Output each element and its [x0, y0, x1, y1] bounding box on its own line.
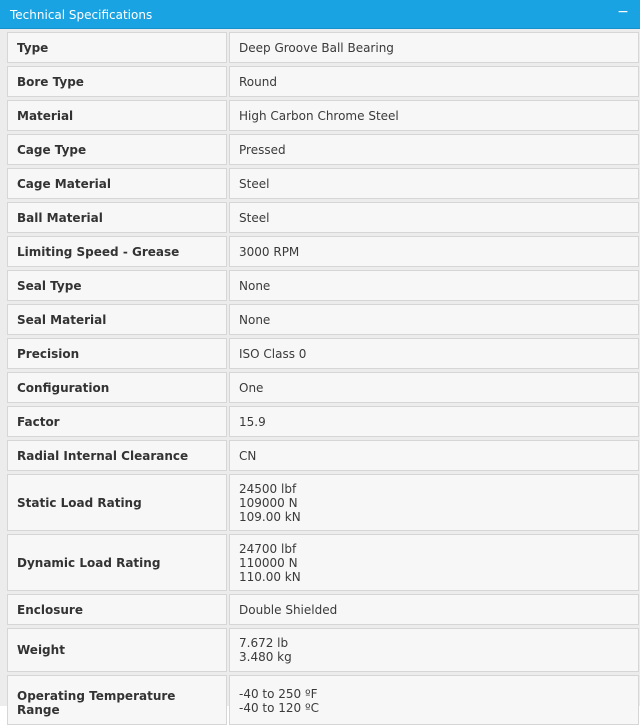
specs-table	[0, 29, 640, 717]
spec-label: Ball Material	[7, 202, 227, 233]
spec-value: 3000 RPM	[229, 236, 639, 267]
spec-row-weight	[7, 628, 639, 672]
spec-label: Cage Material	[7, 168, 227, 199]
spec-value: Steel	[229, 202, 639, 233]
spec-row-factor	[7, 406, 639, 437]
collapse-icon[interactable]: −	[617, 4, 629, 20]
spec-row-type	[7, 32, 639, 63]
spec-row-limiting-speed	[7, 236, 639, 267]
spec-label: Type	[7, 32, 227, 63]
spec-row-precision	[7, 338, 639, 369]
spec-label: Weight	[7, 628, 227, 672]
spec-label: Bore Type	[7, 66, 227, 97]
spec-row-configuration	[7, 372, 639, 403]
spec-row-enclosure	[7, 594, 639, 625]
spec-label: Radial Internal Clearance	[7, 440, 227, 471]
spec-row-ball-material	[7, 202, 639, 233]
spec-label: Cage Type	[7, 134, 227, 165]
spec-label: Precision	[7, 338, 227, 369]
spec-label: Configuration	[7, 372, 227, 403]
spec-label: Material	[7, 100, 227, 131]
spec-value: 15.9	[229, 406, 639, 437]
spec-label: Dynamic Load Rating	[7, 534, 227, 591]
spec-value: None	[229, 304, 639, 335]
spec-label: Operating Temperature Range	[7, 675, 227, 725]
spec-value: -40 to 250 ºF -40 to 120 ºC	[229, 675, 639, 725]
spec-value: Steel	[229, 168, 639, 199]
spec-value: 7.672 lb 3.480 kg	[229, 628, 639, 672]
panel-header[interactable]	[0, 0, 640, 29]
spec-row-cage-type	[7, 134, 639, 165]
spec-value: CN	[229, 440, 639, 471]
spec-value: High Carbon Chrome Steel	[229, 100, 639, 131]
spec-row-seal-material	[7, 304, 639, 335]
spec-row-radial-internal-clearance	[7, 440, 639, 471]
spec-row-bore-type	[7, 66, 639, 97]
spec-label: Factor	[7, 406, 227, 437]
spec-value: Round	[229, 66, 639, 97]
spec-row-dynamic-load-rating	[7, 534, 639, 591]
spec-row-seal-type	[7, 270, 639, 301]
spec-value: One	[229, 372, 639, 403]
spec-value: None	[229, 270, 639, 301]
spec-row-material	[7, 100, 639, 131]
spec-row-cage-material	[7, 168, 639, 199]
spec-value: Deep Groove Ball Bearing	[229, 32, 639, 63]
spec-label: Seal Material	[7, 304, 227, 335]
spec-value: Double Shielded	[229, 594, 639, 625]
spec-row-static-load-rating	[7, 474, 639, 531]
spec-label: Limiting Speed - Grease	[7, 236, 227, 267]
spec-value: ISO Class 0	[229, 338, 639, 369]
panel-title: Technical Specifications	[10, 8, 153, 22]
spec-label: Enclosure	[7, 594, 227, 625]
spec-label: Static Load Rating	[7, 474, 227, 531]
spec-label: Seal Type	[7, 270, 227, 301]
spec-value: 24500 lbf 109000 N 109.00 kN	[229, 474, 639, 531]
spec-row-operating-temperature-range	[7, 675, 639, 725]
spec-value: Pressed	[229, 134, 639, 165]
spec-value: 24700 lbf 110000 N 110.00 kN	[229, 534, 639, 591]
